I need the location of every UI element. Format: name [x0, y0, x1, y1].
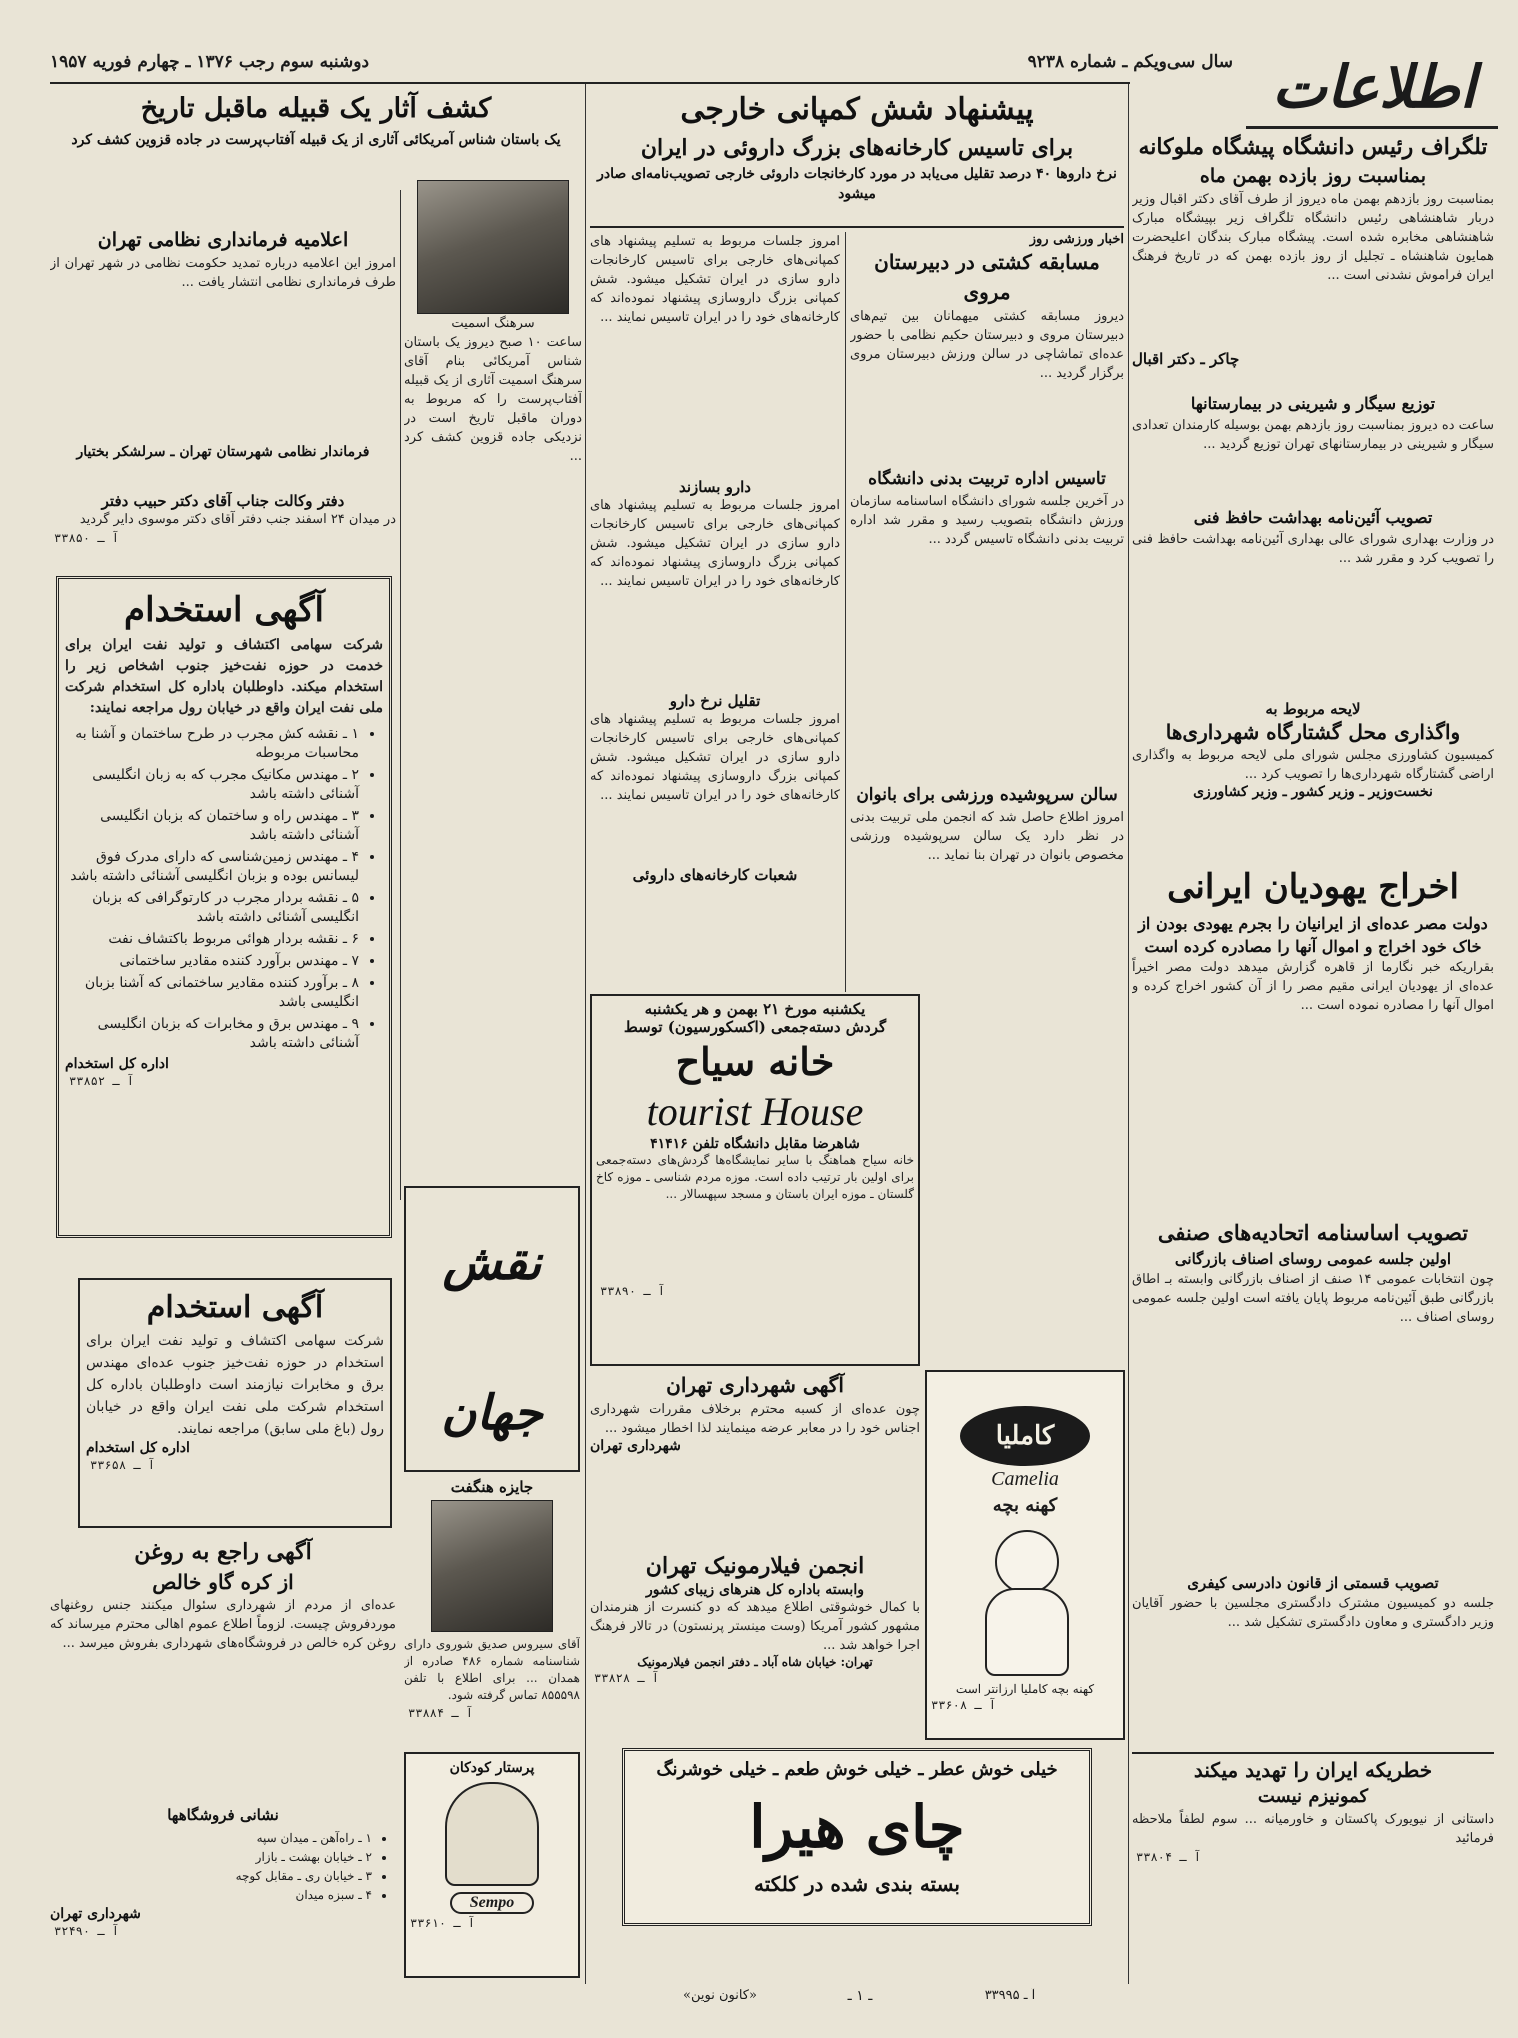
list-item: • ۱ ـ راه‌آهن ـ میدان سپه: [50, 1830, 372, 1846]
nurse-illustration: [445, 1782, 539, 1886]
body: دیروز مسابقه کشتی میهمانان بین تیم‌های دبیرستان مروی و دبیرستان حکیم نظامی با حضور عده‌ای تماشاچی در سالن ورزش دبیرستان مروی برگزار گردید ...: [850, 309, 1124, 381]
body: امروز جلسات مربوط به تسلیم پیشنهاد های کمپانی‌های خارجی برای تاسیس کارخانجات دارو سازی در ایران تشکیل میشود. شش کمپانی بزرگ داروسازی پیشنهاد نموده‌اند که کارخانه‌های خود را در ایران تاسیس نمایند ...: [590, 234, 840, 325]
ad-code: آ ـ ۳۳۶۰۸: [931, 1698, 997, 1712]
address: شاهرضا مقابل دانشگاه تلفن ۴۱۴۱۶: [650, 1136, 860, 1152]
sempo-text: پرستار کودکان: [449, 1760, 535, 1776]
title: آگهی استخدام: [124, 590, 324, 630]
list-item: • ۲ ـ خیابان بهشت ـ بازار: [50, 1849, 372, 1865]
footer-agency: «کانون نوین»: [683, 1988, 757, 2003]
pharma-body: [590, 232, 840, 992]
baby-body: [985, 1588, 1069, 1676]
sub1: دارو بسازند: [679, 478, 751, 496]
camelia-foot: کهنه بچه کاملیا ارزانتر است: [955, 1682, 1095, 1696]
philharmonic-ad: [590, 1550, 920, 1740]
pharma-rule: [590, 226, 1124, 228]
university-article: [850, 466, 1124, 778]
title: جایزه هنگفت: [450, 1478, 534, 1496]
headline: تصویب اساسنامه اتحادیه‌های صنفی: [1157, 1220, 1469, 1245]
ad-code: آ ـ ۳۳۸۵۰: [54, 531, 120, 545]
body: امروز اطلاع حاصل شد که انجمن ملی تربیت بدنی در نظر دارد یک سالن سرپوشیده ورزشی مخصوص بانوان در تهران بنا نماید ...: [850, 810, 1124, 863]
sempo-ad: [404, 1752, 580, 1978]
brand: چای هیرا: [749, 1793, 965, 1861]
footer-code: آ ـ ۳۳۹۹۵: [984, 1988, 1036, 2003]
subhead: یک باستان شناس آمریکائی آثاری از یک قبیله آفتاب‌پرست در جاده قزوین کشف کرد: [71, 132, 561, 148]
signature: اداره کل استخدام: [65, 1056, 169, 1072]
subhead: برای تاسیس کارخانه‌های بزرگ داروئی در ایران: [640, 135, 1074, 161]
portrait-photo-smith: [417, 180, 569, 314]
camelia-sub: کهنه بچه: [992, 1495, 1058, 1516]
missing-person-photo: [431, 1500, 553, 1632]
body: کمیسیون کشاورزی مجلس شورای ملی لایحه مربوط به واگذاری اراضی گشتارگاه شهرداری‌ها را تصویب کرد ...: [1132, 748, 1494, 782]
tea-ad: [622, 1748, 1092, 1926]
pharma-header: [590, 88, 1124, 223]
guilds-article: [1132, 1218, 1494, 1568]
body: داستانی از نیویورک پاکستان و خاورمیانه ... سوم لطفاً ملاحظه فرمائید: [1132, 1812, 1494, 1846]
headline: پیشنهاد شش کمپانی خارجی: [680, 92, 1034, 127]
name-en: tourist House: [646, 1089, 864, 1134]
danger-article: [1132, 1756, 1494, 1956]
signature: شهرداری تهران: [50, 1906, 141, 1922]
title: آگهی استخدام: [146, 1290, 324, 1325]
law-office-ad: [50, 492, 396, 572]
ad-code: آ ـ ۳۳۸۹۰: [600, 1284, 666, 1298]
list-item: • ۴ ـ مهندس زمین‌شناسی که دارای مدرک فوق لیسانس بوده و بزبان انگلیسی آشنائی داشته باشد: [65, 848, 359, 886]
body: بمناسبت روز بازدهم بهمن ماه دیروز از طرف آقای دکتر اقبال وزیر دربار شاهنشاهی رئیس دانشگاه تلگراف زیر بپیشگاه مبارک شاهنشاهی مخابره شده است. پیشگاه مبارک بندگان اعلیحضرت همایون شاهنشاه ـ تجلیل از روز بازده بهمن که در تاریخ فرهنگ ایران فراموش نشدنی است ...: [1132, 192, 1494, 283]
naghsh-jahan-ad: [404, 1186, 580, 1472]
subhead: دولت مصر عده‌ای از ایرانیان را بجرم یهودی بودن از خاک خود اخراج و اموال آنها را مصادره کرده است: [1138, 914, 1488, 956]
municipality-notice: [590, 1370, 920, 1545]
body: در وزارت بهداری شورای عالی بهداری آئین‌نامه بهداشت حافظ فنی را تصویب کرد و مقرر شد ...: [1132, 532, 1494, 566]
martial-law-notice: [50, 226, 396, 486]
list-item: • ۵ ـ نقشه بردار مجرب در کارتوگرافی که بزبان انگلیسی آشنائی داشته باشد: [65, 889, 359, 927]
sub2: تقلیل نرخ دارو: [669, 692, 761, 710]
title: آگهی راجع به روغن: [134, 1539, 312, 1565]
list-item: • ۸ ـ برآورد کننده مقادیر ساختمانی که آشنا بزبان انگلیسی باشد: [65, 974, 359, 1012]
butter-notice: [50, 1536, 396, 1982]
deck: نرخ داروها ۴۰ درصد تقلیل می‌یابد در مورد کارخانجات داروئی خارجی تصویب‌نامه‌ای صادر میشود: [597, 166, 1117, 202]
issue-date: دوشنبه سوم رجب ۱۳۷۶ ـ چهارم فوریه ۱۹۵۷: [50, 52, 370, 72]
subhead: اولین جلسه عمومی روسای اصناف بازرگانی: [1174, 1250, 1452, 1268]
stores-list: [50, 1830, 388, 1903]
body: جلسه دو کمیسیون مشترک دادگستری مجلسین با حضور آقایان وزیر دادگستری و معاون دادگستری تشکیل شد ...: [1132, 1596, 1494, 1630]
headline: کشف آثار یک قبیله ماقبل تاریخ: [140, 93, 492, 124]
footer-page-number: ـ ۱ ـ: [847, 1988, 873, 2004]
line2: در میدان ۲۴ اسفند جنب دفتر آقای دکتر موسوی دایر گردید: [79, 512, 396, 527]
ad-code: آ ـ ۳۳۸۵۲: [69, 1074, 135, 1088]
signature: نخست‌وزیر ـ وزیر کشور ـ وزیر کشاورزی: [1193, 784, 1433, 800]
headline: اعلامیه فرمانداری نظامی تهران: [97, 229, 349, 251]
women-article: [850, 782, 1124, 990]
year-issue: سال سی‌ویکم ـ شماره ۹۲۳۸: [1027, 52, 1233, 72]
headline: مسابقه کشتی در دبیرستان مروی: [874, 250, 1100, 304]
body: با کمال خوشوقتی اطلاع میدهد که دو کنسرت از هنرمندان مشهور کشور آمریکا (وست مینستر پرنستون) در تالار فرهنگ اجرا خواهد شد ...: [590, 1600, 920, 1653]
headline: اخراج یهودیان ایرانی: [1167, 867, 1459, 907]
body-cont: امروز جلسات مربوط به تسلیم پیشنهاد های کمپانی‌های خارجی برای تاسیس کارخانجات دارو سازی در ایران تشکیل میشود. شش کمپانی بزرگ داروسازی پیشنهاد نموده‌اند که کارخانه‌های خود را در ایران تاسیس نمایند ...: [590, 498, 840, 589]
camelia-brand-en: Camelia: [991, 1468, 1059, 1490]
ad-code: آ ـ ۳۲۴۹۰: [54, 1924, 120, 1938]
subhead: کمونیزم نیست: [1257, 1786, 1369, 1807]
sports-news: [850, 232, 1124, 462]
body: چون انتخابات عمومی ۱۴ صنف از اصناف بازرگانی وابسته بـ اطاق بازرگانی طبق آئین‌نامه مربوط پایان یافته است اولین جلسه عمومی روسای اصناف ...: [1132, 1272, 1494, 1325]
list-item: • ۶ ـ نقشه بردار هوائی مربوط باکتشاف نفت: [65, 930, 359, 949]
subhead: وابسته باداره کل هنرهای زیبای کشور: [646, 1582, 864, 1598]
baby-illustration: [970, 1530, 1080, 1680]
sub3: شعبات کارخانه‌های داروئی: [632, 866, 798, 884]
label: اخبار ورزشی روز: [1029, 232, 1124, 247]
jews-article: [1132, 862, 1494, 1214]
signature: چاکر ـ دکتر اقبال: [1132, 350, 1240, 368]
sempo-brand: Sempo: [450, 1892, 534, 1914]
list-item: • ۳ ـ خیابان ری ـ مقابل کوچه: [50, 1868, 372, 1884]
top: یکشنبه مورخ ۲۱ بهمن و هر یکشنبه: [644, 1000, 866, 1018]
land-article: [1132, 700, 1494, 858]
signature: اداره کل استخدام: [86, 1440, 190, 1456]
body: عده‌ای از مردم از شهرداری سئوال میکنند جنس روغنهای موردفروش چیست. لزوماً اطلاع عموم اهالی محترم میرساند که روغن کره خالص در فروشگاه‌های شهرداری بفروش میرسد ...: [50, 1598, 396, 1651]
logo-text: اطلاعات: [1272, 53, 1476, 121]
headline: سالن سرپوشیده ورزشی برای بانوان: [856, 785, 1118, 805]
list-item: • ۹ ـ مهندس برق و مخابرات که بزبان انگلیسی آشنائی داشته باشد: [65, 1015, 359, 1053]
intro: شرکت سهامی اکتشاف و تولید نفت ایران برای خدمت در حوزه نفت‌خیز جنوب اشخاص زیر را استخدام میکند. داوطلبان باداره کل استخدام شرکت ملی نفت ایران واقع در خیابان رول مراجعه نمایند:: [65, 637, 383, 716]
signature: فرماندار نظامی شهرستان تهران ـ سرلشکر بختیار: [76, 444, 370, 460]
health-article: [1132, 506, 1494, 696]
body: چون عده‌ای از کسبه محترم برخلاف مقررات شهرداری اجناس خود را در معابر عرضه مینمایند لذا اخطار میشود ...: [590, 1402, 920, 1436]
job-list: [65, 725, 375, 1053]
headline: تصویب آئین‌نامه بهداشت حافظ فنی: [1193, 508, 1433, 527]
line1: دفتر وکالت جناب آقای دکتر حبیب دفتر: [101, 492, 345, 510]
baby-head: [995, 1530, 1059, 1594]
civil-law-article: [1132, 1572, 1494, 1748]
masthead-logo: [1250, 52, 1498, 124]
list-item: • ۳ ـ مهندس راه و ساختمان که بزبان انگلیسی آشنائی داشته باشد: [65, 807, 359, 845]
headline: انجمن فیلارمونیک تهران: [645, 1553, 865, 1579]
headline: خطریکه ایران را تهدید میکند: [1193, 1758, 1433, 1782]
body: در آخرین جلسه شورای دانشگاه اساسنامه سازمان ورزش دانشگاه بتصویب رسید و مقرر شد اداره تربیت بدنی دانشگاه تاسیس گردد ...: [850, 494, 1124, 547]
title: نقش جهان: [441, 1235, 543, 1441]
headline: تلگراف رئیس دانشگاه پیشگاه ملوکانه: [1138, 134, 1488, 160]
ad-code: آ ـ ۳۳۶۵۸: [90, 1458, 156, 1472]
ad-code: آ ـ ۳۳۶۱۰: [410, 1916, 476, 1930]
body: شرکت سهامی اکتشاف و تولید نفت ایران برای استخدام در حوزه نفت‌خیز جنوب عده‌ای مهندس برق و مخابرات نیازمند است داوطلبان باداره کل استخدام شرکت ملی نفت ایران واقع در خیابان رول (باغ ملی سابق) مراجعه نمایند.: [86, 1333, 384, 1437]
body-cont2: امروز جلسات مربوط به تسلیم پیشنهاد های کمپانی‌های خارجی برای تاسیس کارخانجات دارو سازی در ایران تشکیل میشود. شش کمپانی بزرگ داروسازی پیشنهاد نموده‌اند که کارخانه‌های خود را در ایران تاسیس نمایند ...: [590, 712, 840, 803]
list-item: • ۷ ـ مهندس برآورد کننده مقادیر ساختمانی: [65, 952, 359, 971]
list-title: نشانی فروشگاهها: [167, 1806, 279, 1824]
headline: تصویب قسمتی از قانون دادرسی کیفری: [1187, 1574, 1439, 1592]
body: خانه سیاح هماهنگ با سایر نمایشگاه‌ها گردش‌های دسته‌جمعی برای اولین بار ترتیب داده است. موزه مردم شناسی ـ موزه کاخ گلستان ـ موزه ایران باستان و مسجد سپهسالار ...: [596, 1153, 914, 1201]
ad-code: آ ـ ۳۳۸۲۸: [594, 1671, 660, 1685]
list-item: • ۴ ـ سبزه میدان: [50, 1887, 372, 1903]
danger-rule: [1132, 1752, 1494, 1754]
ad-code: آ ـ ۳۳۸۸۴: [408, 1706, 474, 1720]
body: آقای سیروس صدیق شوروی دارای شناسنامه شماره ۴۸۶ صادره از همدان ... برای اطلاع با تلفن ۸۵۵۵۹۸ تماس گرفته شود.: [404, 1637, 580, 1702]
body: ساعت ده دیروز بمناسبت روز بازدهم بهمن بوسیله کارمندان تعدادی سیگار و شیرینی در بیمارستانهای تهران توزیع گردید ...: [1132, 418, 1494, 452]
camelia-ad: [925, 1370, 1125, 1740]
job-ad-1: [56, 576, 392, 1238]
footer: تهران: خیابان شاه آباد ـ دفتر انجمن فیلارمونیک: [637, 1655, 873, 1669]
masthead-rule: [50, 82, 1130, 84]
column-rule-3: [400, 190, 401, 1200]
kicker: لایحه مربوط به: [1265, 700, 1361, 718]
tour-ad: [590, 994, 920, 1366]
reward-ad: [404, 1478, 580, 1748]
job-ad-2: [78, 1278, 392, 1528]
sub: بسته بندی شده در کلکته: [753, 1872, 960, 1896]
body: ساعت ۱۰ صبح دیروز یک باستان شناس آمریکائی بنام آقای سرهنگ اسمیت آثاری از یک قبیله آفتاب‌پرست را که مربوط به دوران ماقبل تاریخ است در نزدیکی جاده قزوین کشف کرد ...: [404, 335, 582, 464]
headline: واگذاری محل گشتارگاه شهرداری‌ها: [1165, 720, 1461, 744]
headline: توزیع سیگار و شیرینی در بیمارستانها: [1190, 394, 1436, 413]
mid-inner-rule: [845, 232, 846, 992]
kicker: گردش دسته‌جمعی (اکسکورسیون) توسط: [623, 1018, 887, 1036]
body: بقراریکه خبر نگارما از قاهره گزارش میدهد دولت مصر اخیراً عده‌ای از یهودیان ایرانی مقیم مصر را از آن کشور اخراج کرده و اموال آنها را مصادره نموده است ...: [1132, 960, 1494, 1013]
signature: شهرداری تهران: [590, 1438, 681, 1454]
masthead-rule-right: [1246, 126, 1498, 129]
list-item: • ۲ ـ مهندس مکانیک مجرب که به زبان انگلیسی آشنائی داشته باشد: [65, 766, 359, 804]
subhead: از کره گاو خالص: [152, 1570, 294, 1594]
cigarettes-article: [1132, 392, 1494, 502]
name-fa: خانه سیاح: [675, 1039, 835, 1084]
headline: تاسیس اداره تربیت بدنی دانشگاه: [868, 469, 1106, 489]
camelia-brand: کاملیا: [960, 1406, 1090, 1466]
column-rule-1: [1128, 84, 1129, 1984]
body: امروز این اعلامیه درباره تمدید حکومت نظامی در شهر تهران از طرف فرمانداری نظامی انتشار یافت ...: [50, 256, 396, 290]
list-item: • ۱ ـ نقشه کش مجرب در طرح ساختمان و آشنا به محاسبات مربوطه: [65, 725, 359, 763]
archaeology-body: [404, 180, 582, 1180]
ad-code: آ ـ ۳۳۸۰۴: [1136, 1850, 1202, 1864]
subhead: بمناسبت روز بازده بهمن ماه: [1199, 165, 1427, 187]
photo-caption: سرهنگ اسمیت: [451, 316, 535, 331]
tagline: خیلی خوش عطر ـ خیلی خوش طعم ـ خیلی خوشرنگ: [656, 1759, 1058, 1780]
headline: آگهی شهرداری تهران: [666, 1373, 844, 1397]
column-rule-2: [585, 84, 586, 1984]
telegram-article: [1132, 132, 1494, 390]
